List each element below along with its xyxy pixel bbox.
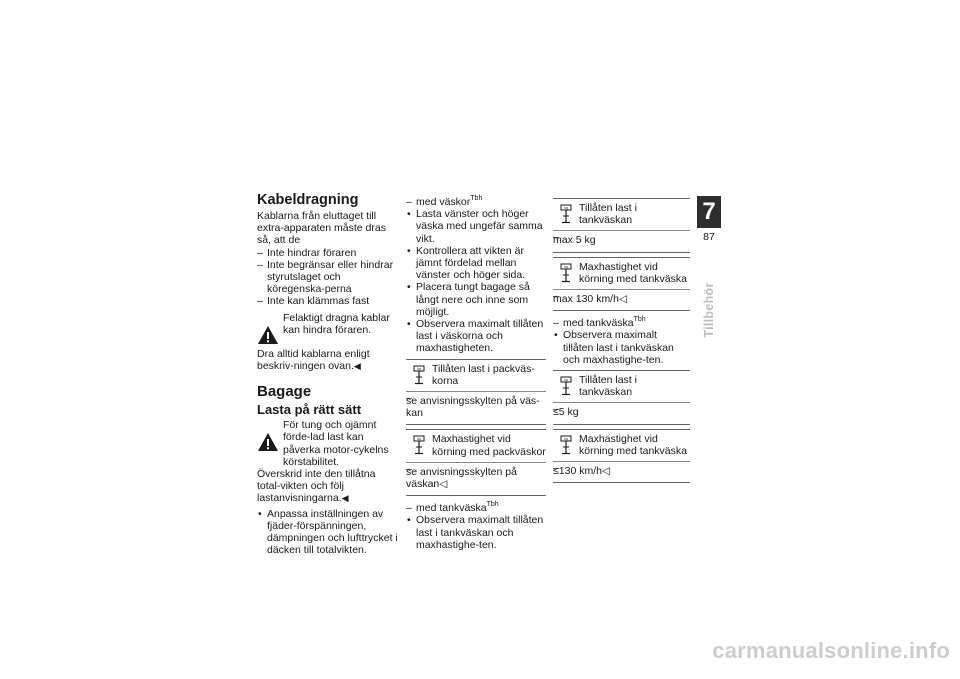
dash-item: – Inte hindrar föraren (257, 247, 399, 259)
spec-value: – max 5 kg (553, 231, 690, 251)
cable-intro: Kablarna från eluttaget till extra-apparaten måste dras så, att de (257, 210, 386, 247)
spec-label: Tillåten last i packväs-korna (432, 362, 535, 387)
spec-value-text: se anvisningsskylten på väskan (406, 465, 517, 491)
end-marker-icon: ◀ (341, 493, 349, 504)
heading-lasta: Lasta på rätt sätt (257, 402, 362, 418)
spec-label: Tillåten last i tankväskan (579, 202, 637, 227)
condition-text: med tankväska (563, 317, 634, 330)
dash-item: – Inte begränsar eller hindrar styrutslaget och köregenska-perna (257, 259, 399, 296)
warning-icon (257, 432, 279, 452)
speed-limit-icon (559, 435, 573, 455)
warning-cable (257, 312, 399, 348)
page-number: 87 (703, 231, 715, 243)
watermark: carmanualsonline.info (712, 638, 950, 663)
spec-label: Tillåten last i tankväskan (579, 374, 637, 399)
speed-limit-icon (412, 435, 426, 455)
bullet-item: • Anpassa inställningen av fjäder-förspänningen, dämpningen och lufttrycket i däcken till totalvikten. (257, 508, 399, 557)
column-left (257, 192, 399, 556)
heading-kabeldragning: Kabeldragning (257, 192, 359, 208)
spec-value: – ≤5 kg (553, 403, 690, 423)
spec-label: Maxhastighet vid körning med tankväska (579, 432, 687, 457)
speed-limit-icon (559, 263, 573, 283)
end-marker-icon: ◀ (353, 361, 361, 372)
warning-text: För tung och ojämnt förde-lad last kan påverka motor-cykelns körstabilitet. (283, 419, 389, 468)
section-label (699, 275, 719, 345)
spec-value (553, 462, 690, 482)
spec-box-bag-load (406, 359, 546, 426)
section-label-text: Tillbehör (701, 282, 716, 338)
column-middle (406, 196, 546, 551)
bullet-item: • Observera maximalt tillåten last i tankväskan och maxhastighe-ten. (553, 329, 690, 366)
bullet-item: • Observera maximalt tillåten last i väskorna och maxhastigheten. (406, 318, 546, 355)
condition-with-bags (406, 196, 546, 208)
option-marker: Tbh (470, 195, 483, 202)
spec-value-text: ≤130 km/h (553, 465, 602, 478)
dash-item: – Inte kan klämmas fast (257, 295, 399, 307)
option-marker: Tbh (633, 316, 646, 324)
spec-value-text: max 130 km/h (553, 293, 619, 306)
condition-tank-bag (553, 317, 690, 329)
spec-value (553, 290, 690, 310)
condition-tank-bag (406, 502, 546, 514)
warning-load (257, 419, 399, 468)
warning-follow (257, 348, 399, 372)
spec-value (406, 463, 546, 495)
bullet-item: • Placera tungt bagage så långt nere och inne som möjligt. (406, 281, 546, 318)
bullet-item: • Kontrollera att vikten är jämnt fördelad mellan vänster och höger sida. (406, 245, 546, 282)
warning-icon (257, 325, 279, 345)
spec-label: Maxhastighet vid körning med packväskor (432, 433, 546, 458)
weight-icon (412, 365, 426, 385)
spec-box-tank-speed (553, 257, 690, 312)
warning-text: Felaktigt dragna kablar kan hindra föraren. (283, 311, 390, 336)
bullet-item: • Observera maximalt tillåten last i tankväskan och maxhastighe-ten. (406, 514, 546, 551)
spec-box-tank-speed-2 (553, 429, 690, 484)
spec-value: – se anvisningsskylten på väs-kan (406, 392, 546, 424)
spec-box-tank-load-2 (553, 370, 690, 425)
heading-bagage: Bagage (257, 383, 312, 401)
condition-text: med tankväska (416, 502, 487, 515)
weight-icon (559, 204, 573, 224)
spec-box-tank-load (553, 198, 690, 253)
column-right (553, 198, 690, 487)
warning-follow-text: Överskrid inte den tillåtna total-vikten och följ lastanvisningarna. (257, 468, 376, 505)
end-marker-icon: ◁ (601, 465, 611, 478)
bullet-item: • Lasta vänster och höger väska med ungefär samma vikt. (406, 208, 546, 245)
weight-icon (559, 376, 573, 396)
spec-box-bag-speed (406, 429, 546, 496)
spec-label: Maxhastighet vid körning med tankväska (579, 260, 687, 285)
end-marker-icon: ◁ (618, 293, 628, 306)
option-marker: Tbh (486, 501, 499, 509)
chapter-number: 7 (697, 196, 721, 228)
warning-follow-text: Dra alltid kablarna enligt beskriv-ningen ovan. (257, 347, 370, 373)
chapter-tab (697, 196, 721, 243)
warning-follow (257, 468, 399, 505)
condition-text: med väskor (416, 196, 471, 208)
end-marker-icon: ◁ (439, 478, 448, 491)
